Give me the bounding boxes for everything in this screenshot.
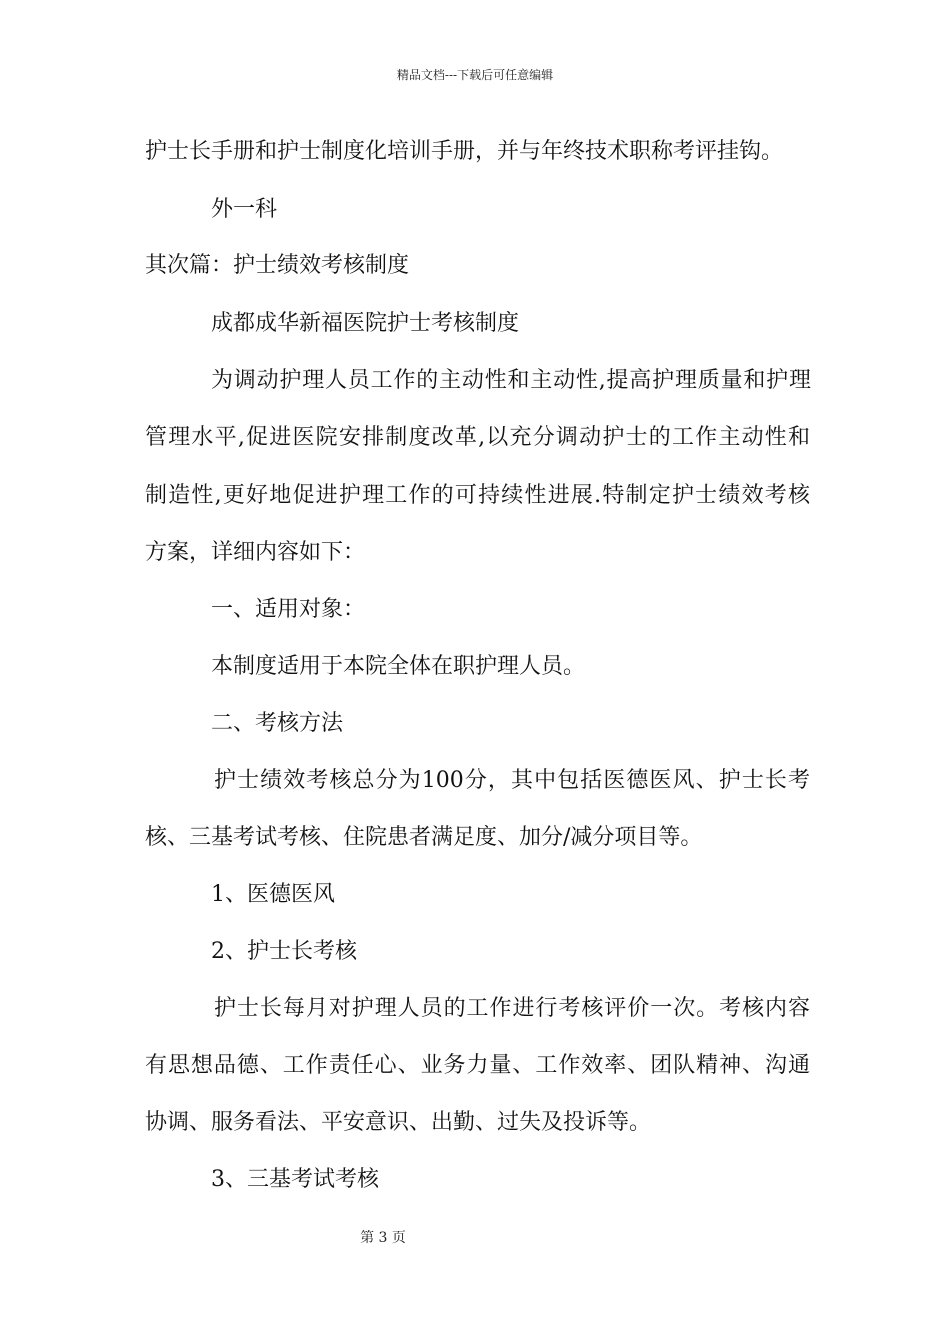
paragraph-line: 方案，详细内容如下： [145,540,366,565]
section-heading: 一、适用对象： [211,597,366,622]
paragraph-line: 协调、服务看法、平安意识、出勤、过失及投诉等。 [145,1110,652,1135]
paragraph-line: 有思想品德、工作责任心、业务力量、工作效率、团队精神、沟通 [145,1053,810,1078]
page-number: 第 3 页 [360,1230,406,1246]
page-header: 精品文档---下载后可任意编辑 [396,68,554,82]
department-label: 外一科 [211,197,278,222]
paragraph-line: 本制度适用于本院全体在职护理人员。 [211,654,586,679]
chapter-title: 其次篇：护士绩效考核制度 [145,253,410,278]
document-title: 成都成华新福医院护士考核制度 [211,311,520,336]
section-heading: 二、考核方法 [211,711,344,736]
paragraph-line: 核、三基考试考核、住院患者满足度、加分/减分项目等。 [145,825,703,850]
paragraph-line: 护士长每月对护理人员的工作进行考核评价一次。考核内容 [214,996,810,1021]
subsection-heading: 1、医德医风 [211,882,335,907]
subsection-heading: 2、护士长考核 [211,939,357,964]
paragraph-line: 护士长手册和护士制度化培训手册，并与年终技术职称考评挂钩。 [145,139,784,164]
paragraph-line: 护士绩效考核总分为100分，其中包括医德医风、护士长考 [214,768,810,793]
subsection-heading: 3、三基考试考核 [211,1167,379,1192]
paragraph-line: 管理水平,促进医院安排制度改革,以充分调动护士的工作主动性和 [145,425,810,450]
paragraph-line: 为调动护理人员工作的主动性和主动性,提高护理质量和护理 [211,368,811,393]
paragraph-line: 制造性,更好地促进护理工作的可持续性进展.特制定护士绩效考核 [145,483,810,508]
